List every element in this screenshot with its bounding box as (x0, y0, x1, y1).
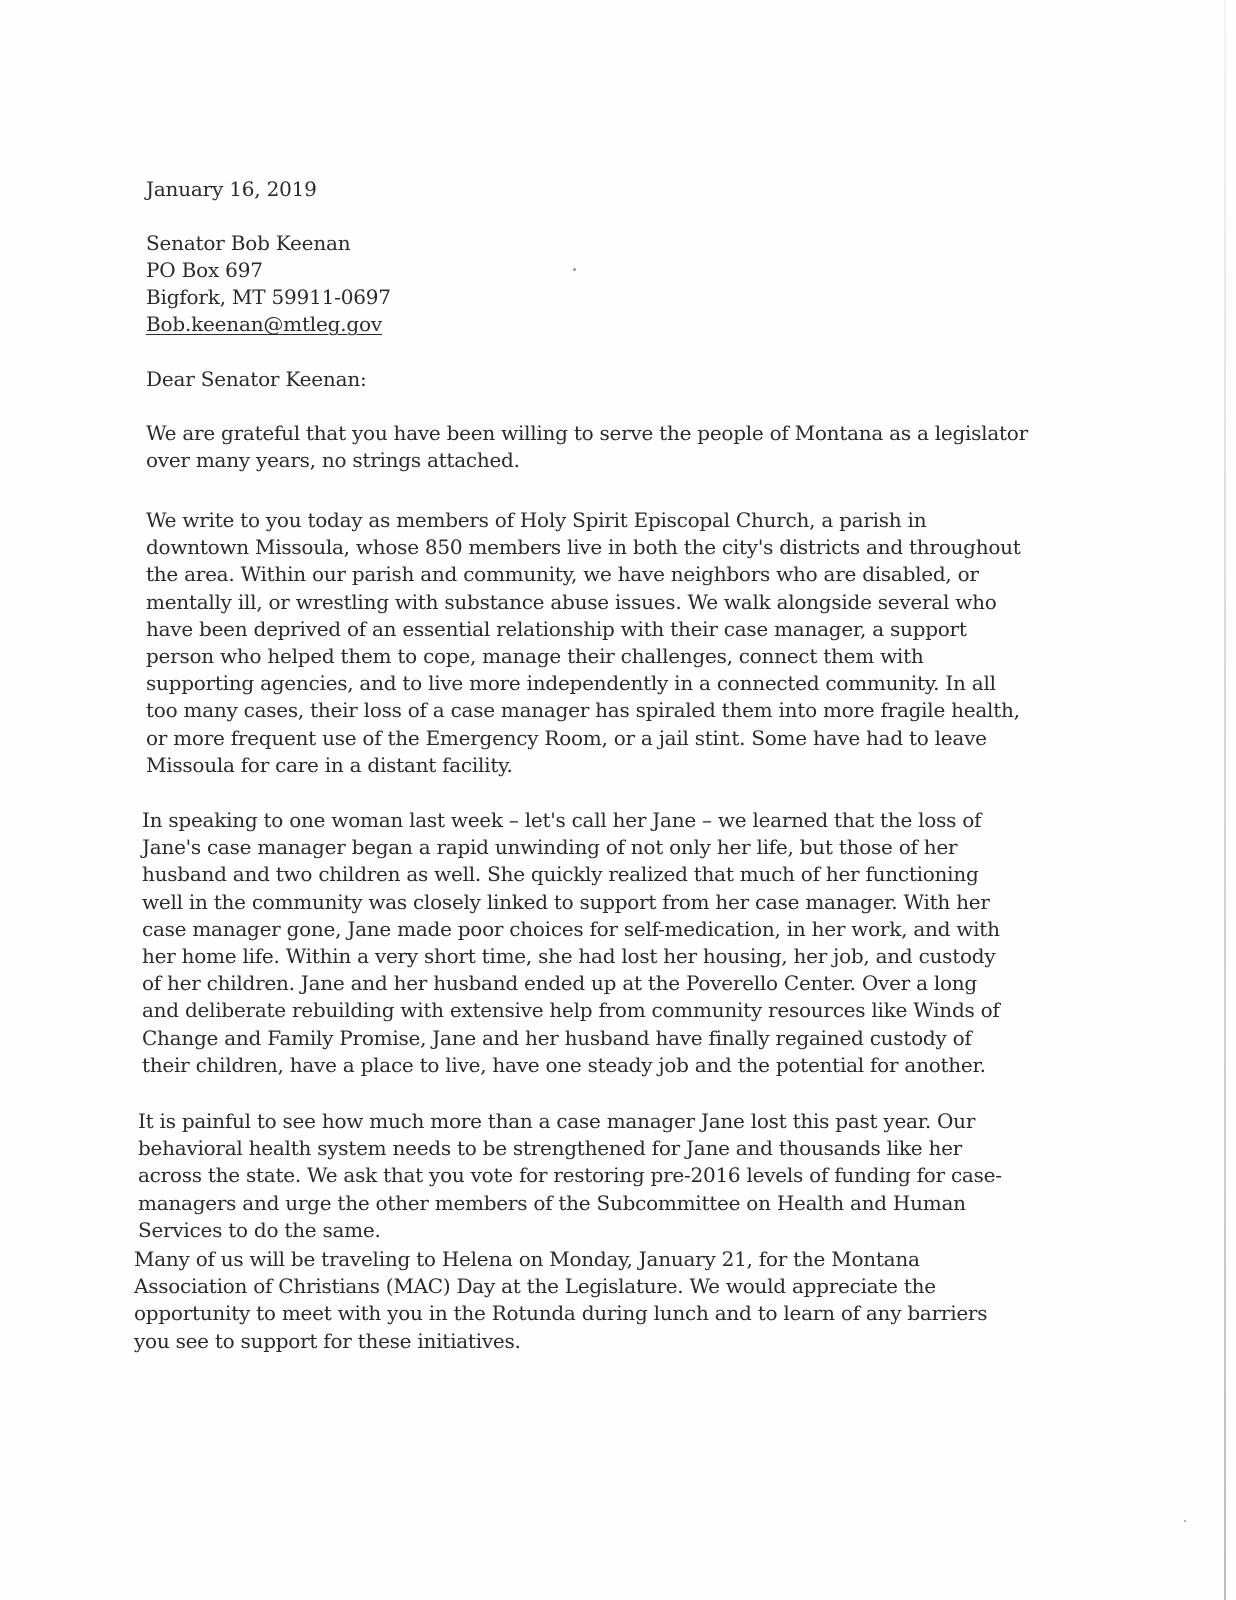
paragraph-request (138, 1108, 1068, 1244)
paragraph-line: across the state. We ask that you vote for restoring pre-2016 levels of funding for case- (138, 1163, 1002, 1188)
paragraph-line: too many cases, their loss of a case manager has spiraled them into more fragile health, (146, 698, 1020, 723)
paragraph-line: or more frequent use of the Emergency Room, or a jail stint. Some have had to leave (146, 725, 987, 750)
paragraph-line: downtown Missoula, whose 850 members live in both the city's districts and throughout (146, 535, 1021, 560)
recipient-city-line: Bigfork, MT 59911-0697 (146, 285, 391, 309)
recipient-email-link[interactable]: Bob.keenan@mtleg.gov (146, 312, 382, 336)
paragraph-line: Change and Family Promise, Jane and her husband have finally regained custody of (142, 1025, 972, 1050)
paragraph-line: Association of Christians (MAC) Day at the Legislature. We would appreciate the (134, 1274, 936, 1299)
paragraph-line: and deliberate rebuilding with extensive help from community resources like Winds of (142, 998, 1000, 1023)
paragraph-line: her home life. Within a very short time, she had lost her housing, her job, and custody (142, 944, 996, 969)
paragraph-line: person who helped them to cope, manage their challenges, connect them with (146, 644, 924, 669)
paragraph-line: you see to support for these initiatives. (134, 1328, 521, 1353)
paragraph-line: managers and urge the other members of the Subcommittee on Health and Human (138, 1190, 966, 1215)
scan-speck (1184, 1520, 1186, 1522)
paragraph-gratitude (146, 420, 1076, 474)
letter-date (146, 176, 317, 203)
recipient-name: Senator Bob Keenan (146, 231, 351, 255)
paragraph-line: It is painful to see how much more than a case manager Jane lost this past year. Our (138, 1109, 976, 1133)
paragraph-line: their children, have a place to live, have one steady job and the potential for another. (142, 1052, 986, 1077)
paragraph-jane-story (142, 807, 1072, 1079)
paragraph-line: Missoula for care in a distant facility. (146, 752, 513, 777)
recipient-po-box: PO Box 697 (146, 258, 263, 282)
paragraph-parish-context (146, 507, 1076, 779)
scan-edge-shadow (1224, 0, 1226, 1600)
paragraph-meeting (134, 1246, 1064, 1355)
paragraph-line: We write to you today as members of Holy Spirit Episcopal Church, a parish in (146, 508, 927, 532)
salutation (146, 366, 367, 393)
paragraph-line: Jane's case manager began a rapid unwinding of not only her life, but those of her (142, 835, 958, 860)
paragraph-line: have been deprived of an essential relationship with their case manager, a support (146, 616, 967, 641)
paragraph-line: case manager gone, Jane made poor choices for self-medication, in her work, and with (142, 916, 1000, 941)
paragraph-line: supporting agencies, and to live more independently in a connected community. In all (146, 671, 996, 696)
recipient-address (146, 230, 391, 338)
paragraph-line: Many of us will be traveling to Helena on Monday, January 21, for the Montana (134, 1247, 920, 1271)
date-text: January 16, 2019 (146, 177, 317, 201)
paragraph-line: over many years, no strings attached. (146, 448, 520, 473)
paragraph-line: of her children. Jane and her husband ended up at the Poverello Center. Over a long (142, 971, 977, 996)
scan-speck (573, 268, 576, 271)
paragraph-line: In speaking to one woman last week – let's call her Jane – we learned that the loss of (142, 808, 982, 832)
salutation-text: Dear Senator Keenan: (146, 367, 367, 391)
paragraph-line: mentally ill, or wrestling with substance abuse issues. We walk alongside several who (146, 589, 997, 614)
paragraph-line: well in the community was closely linked to support from her case manager. With her (142, 889, 990, 914)
paragraph-line: behavioral health system needs to be strengthened for Jane and thousands like her (138, 1136, 962, 1161)
paragraph-line: husband and two children as well. She quickly realized that much of her functioning (142, 862, 979, 887)
paragraph-line: the area. Within our parish and community, we have neighbors who are disabled, or (146, 562, 979, 587)
paragraph-line: opportunity to meet with you in the Rotunda during lunch and to learn of any barriers (134, 1301, 988, 1326)
paragraph-line: Services to do the same. (138, 1217, 381, 1242)
paragraph-line: We are grateful that you have been willing to serve the people of Montana as a legislator (146, 421, 1028, 445)
